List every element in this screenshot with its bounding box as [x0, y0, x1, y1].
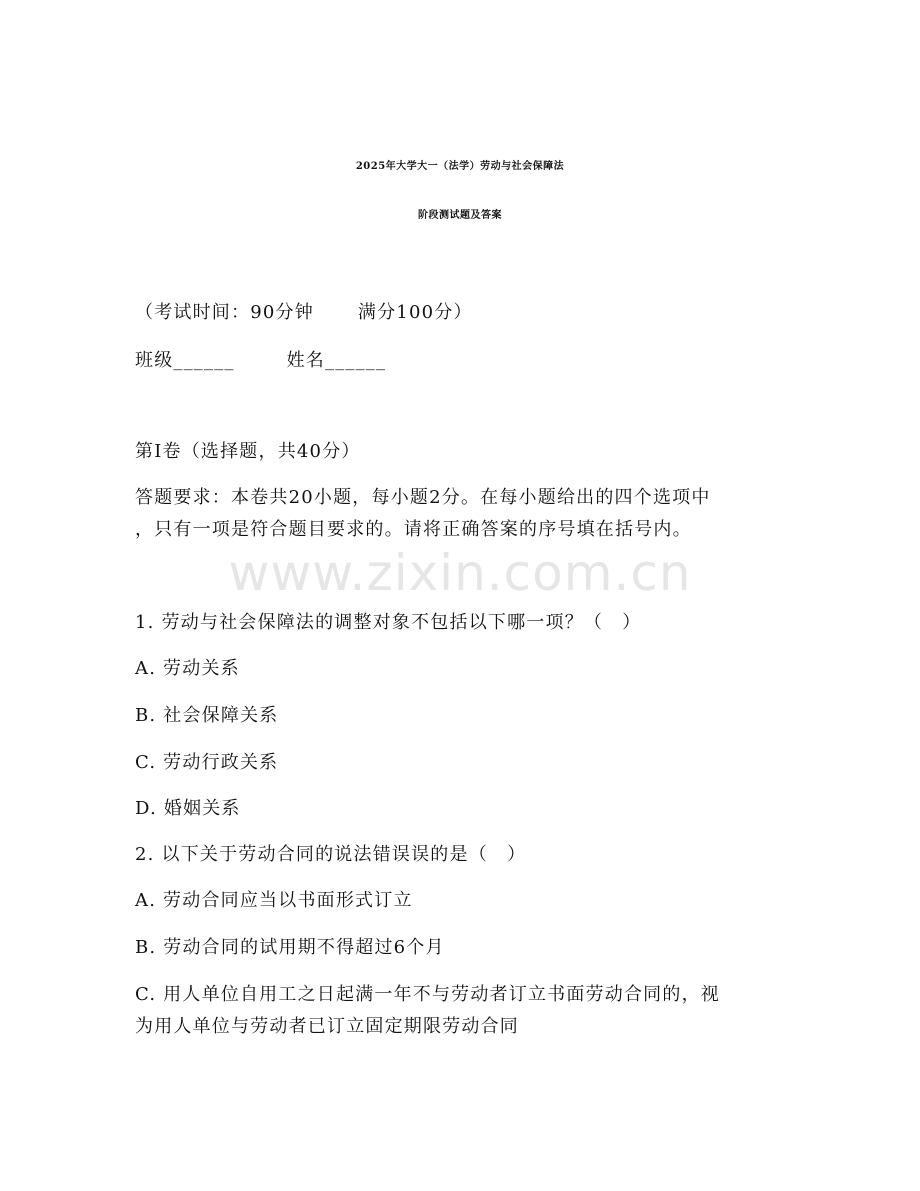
question-2-option-c-line1: C. 用人单位自用工之日起满一年不与劳动者订立书面劳动合同的，视	[135, 984, 720, 1005]
question-1-stem: 1. 劳动与社会保障法的调整对象不包括以下哪一项？（ ）	[135, 612, 642, 633]
question-1-option-a: A. 劳动关系	[135, 658, 240, 679]
section-instructions-line1: 答题要求：本卷共20小题，每小题2分。在每小题给出的四个选项中	[135, 487, 711, 508]
student-info-row	[135, 352, 386, 370]
question-1-option-b: B. 社会保障关系	[135, 705, 279, 726]
exam-info-row	[135, 304, 473, 322]
question-1-option-c: C. 劳动行政关系	[135, 752, 279, 773]
exam-time: （考试时间：90分钟	[135, 302, 314, 323]
question-2-option-a: A. 劳动合同应当以书面形式订立	[135, 890, 413, 911]
question-2-option-b: B. 劳动合同的试用期不得超过6个月	[135, 937, 445, 958]
section-heading: 第Ⅰ卷（选择题，共40分）	[135, 441, 361, 462]
name-field-label: 姓名______	[286, 350, 387, 371]
class-field-label: 班级______	[135, 350, 235, 371]
document-title-line1: 2025年大学大一（法学）劳动与社会保障法	[355, 161, 565, 172]
watermark-text: www.zixin.com.cn	[228, 544, 692, 602]
question-2-option-c-line2: 为用人单位与劳动者已订立固定期限劳动合同	[135, 1016, 519, 1037]
question-1-option-d: D. 婚姻关系	[135, 798, 241, 819]
section-instructions-line2: ，只有一项是符合题目要求的。请将正确答案的序号填在括号内。	[135, 519, 692, 540]
document-title-line2: 阶段测试题及答案	[418, 210, 502, 221]
exam-full-score: 满分100分）	[357, 302, 473, 323]
question-2-stem: 2. 以下关于劳动合同的说法错误误的是（ ）	[135, 844, 527, 865]
